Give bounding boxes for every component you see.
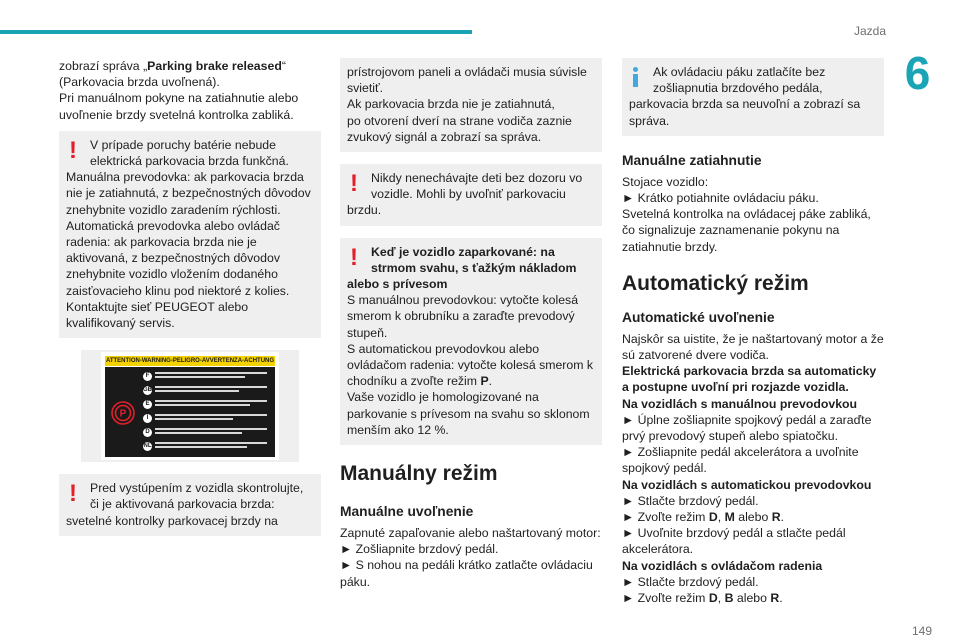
intro-text: zobrazí správa „ bbox=[59, 59, 148, 73]
warning-lead-2: alebo s prívesom bbox=[347, 277, 448, 292]
info-icon bbox=[633, 67, 638, 87]
auto-bold-2: Na vozidlách s manuálnou prevodovkou bbox=[622, 396, 858, 411]
page-number: 149 bbox=[911, 624, 932, 638]
heading-manual-apply: Manuálne zatiahnutie bbox=[622, 152, 762, 168]
gear-mode-p: P bbox=[480, 374, 489, 389]
label-row bbox=[143, 370, 273, 384]
intro-paragraph bbox=[59, 58, 321, 74]
warning-text: S automatickou prevodovkou alebo ovládačom radenia: vytočte kolesá smerom k chodníku a zvoľte režim bbox=[347, 341, 594, 389]
intro-line-3: Pri manuálnom pokyne na zatiahnutie alebo uvoľnenie brzdy svetelná kontrolka zabliká. bbox=[59, 91, 299, 122]
release-line-2: ► Zošliapnite brzdový pedál. bbox=[340, 542, 499, 557]
heading-automatic-mode: Automatický režim bbox=[622, 271, 809, 295]
warning-box-battery bbox=[59, 131, 321, 338]
gear-mode-d: D bbox=[708, 591, 718, 606]
apply-line-2: ► Krátko potiahnite ovládaciu páku. bbox=[622, 191, 819, 206]
warning-body: svetelné kontrolky parkovacej brzdy na bbox=[66, 513, 278, 528]
warning-lead: Nikdy nenechávajte deti bez dozoru vo vozidle. Mohli by uvoľniť parkovaciu bbox=[371, 171, 583, 202]
column-1 bbox=[59, 58, 321, 536]
language-flag: NL bbox=[143, 443, 152, 450]
warning-label-image bbox=[81, 350, 299, 462]
auto-text: ► Zvoľte režim bbox=[622, 510, 709, 525]
apply-line-1: Stojace vozidlo: bbox=[622, 174, 709, 189]
intro-quote: “ bbox=[281, 59, 286, 73]
language-flag: E bbox=[143, 400, 152, 409]
auto-sep: , bbox=[717, 591, 725, 606]
warning-icon: ! bbox=[350, 170, 358, 198]
column-3 bbox=[622, 58, 884, 606]
auto-line-3: ► Zošliapnite pedál akcelerátora a uvoľnite spojkový pedál. bbox=[622, 445, 859, 476]
auto-line-1: Najskôr sa uistite, že je naštartovaný motor a že sú zatvorené dvere vodiča. bbox=[622, 331, 884, 363]
auto-bold-4: Na vozidlách s ovládačom radenia bbox=[622, 558, 823, 573]
box-line-1: prístrojovom paneli a ovládači musia súvisle svietiť. bbox=[347, 65, 587, 96]
label-row bbox=[143, 412, 273, 426]
gear-mode-d: D bbox=[708, 510, 718, 525]
info-box bbox=[622, 58, 884, 136]
heading-manual-release: Manuálne uvoľnenie bbox=[340, 504, 474, 520]
label-row bbox=[143, 384, 273, 398]
heading-manual-mode: Manuálny režim bbox=[340, 462, 498, 486]
warning-label-title: ATTENTION-WARNING-PELIGRO-AVVERTENZA-ACHTUNG bbox=[105, 358, 275, 365]
info-lead: Ak ovládaciu páku zatlačíte bez zošliapnutia brzdového pedála, bbox=[653, 65, 826, 96]
label-row bbox=[143, 440, 273, 454]
warning-body-3: Vaše vozidlo je homologizované na parkovanie s prívesom na svahu so sklonom menším ako 12 %. bbox=[347, 390, 590, 437]
svg-text:P: P bbox=[119, 408, 127, 420]
language-flag: GB bbox=[143, 387, 152, 394]
info-body: parkovacia brzda sa neuvoľní a zobrazí sa správa. bbox=[629, 97, 861, 128]
warning-box-parking-slope bbox=[340, 238, 602, 445]
auto-line-5 bbox=[622, 509, 884, 525]
gear-mode-b: B bbox=[724, 591, 734, 606]
intro-message: Parking brake released bbox=[147, 59, 282, 73]
language-flag: I bbox=[143, 414, 152, 423]
auto-end: . bbox=[779, 591, 783, 606]
release-line-3: ► S nohou na pedáli krátko zatlačte ovládaciu páku. bbox=[340, 558, 593, 589]
auto-or: alebo bbox=[733, 591, 771, 606]
label-row bbox=[143, 398, 273, 412]
warning-body: S manuálnou prevodovkou: vytočte kolesá smerom k obrubníku a zaraďte prevodový stupeň. bbox=[347, 293, 579, 340]
heading-automatic-release: Automatické uvoľnenie bbox=[622, 309, 775, 325]
warning-box-children bbox=[340, 164, 602, 226]
warning-label-body bbox=[105, 367, 275, 457]
box-line-3: po otvorení dverí na strane vodiča zaznie zvukový signál a zobrazí sa správa. bbox=[347, 113, 572, 144]
auto-line-7: ► Stlačte brzdový pedál. bbox=[622, 574, 759, 589]
warning-label bbox=[101, 352, 279, 460]
auto-line-2: ► Úplne zošliapnite spojkový pedál a zaraďte prvý prevodový stupeň alebo spiatočku. bbox=[622, 412, 872, 444]
gear-mode-m: M bbox=[724, 510, 735, 525]
warning-body-2 bbox=[347, 341, 595, 390]
warning-icon: ! bbox=[69, 136, 77, 164]
auto-end: . bbox=[780, 510, 785, 525]
gear-mode-r: R bbox=[771, 510, 781, 525]
warning-icon: ! bbox=[69, 480, 77, 508]
parking-brake-icon bbox=[111, 401, 135, 425]
warning-label-rows bbox=[143, 370, 273, 454]
chapter-number: 6 bbox=[904, 47, 931, 99]
warning-body-2: Automatická prevodovka alebo ovládač radenia: ak parkovacia brzda nie je aktivovaná, z bezpečnostných dôvodov znehybnite vozidlo vložením dodaného zaisťovacieho klinu pod niektoré z kolies. bbox=[66, 218, 290, 298]
auto-sep: , bbox=[717, 510, 725, 525]
language-flag: D bbox=[143, 428, 152, 437]
apply-line-3: Svetelná kontrolka na ovládacej páke zabliká, čo signalizuje zaznamenanie pokynu na zatiahnutie brzdy. bbox=[622, 207, 871, 254]
warning-lead: Pred vystúpením z vozidla skontrolujte, či je aktivovaná parkovacia brzda: bbox=[90, 481, 304, 512]
warning-box-continued bbox=[340, 58, 602, 152]
warning-body: brzdu. bbox=[347, 203, 382, 218]
column-2 bbox=[340, 58, 602, 590]
warning-icon: ! bbox=[350, 243, 358, 271]
warning-body-3: Kontaktujte sieť PEUGEOT alebo kvalifikovaný servis. bbox=[66, 299, 249, 331]
auto-text: ► Zvoľte režim bbox=[622, 591, 709, 606]
auto-line-6: ► Uvoľnite brzdový pedál a stlačte pedál akcelerátora. bbox=[622, 526, 846, 557]
warning-box-before-exit bbox=[59, 474, 321, 536]
warning-body: Manuálna prevodovka: ak parkovacia brzda nie je zatiahnutá, z bezpečnostných dôvodov znehybnite vozidlo zaradením rýchlosti. bbox=[66, 170, 311, 217]
auto-line-4: ► Stlačte brzdový pedál. bbox=[622, 493, 759, 508]
gear-mode-r: R bbox=[770, 591, 780, 606]
auto-or: alebo bbox=[734, 510, 772, 525]
auto-line-8 bbox=[622, 590, 884, 606]
auto-bold-3: Na vozidlách s automatickou prevodovkou bbox=[622, 477, 872, 492]
section-title: Jazda bbox=[853, 24, 886, 38]
warning-text-end: . bbox=[488, 374, 493, 389]
warning-lead: V prípade poruchy batérie nebude elektrická parkovacia brzda funkčná. bbox=[90, 137, 289, 169]
language-flag: F bbox=[143, 372, 152, 381]
label-row bbox=[143, 426, 273, 440]
header-accent-bar bbox=[0, 30, 472, 34]
intro-line-2: (Parkovacia brzda uvoľnená). bbox=[59, 75, 220, 90]
box-line-2: Ak parkovacia brzda nie je zatiahnutá, bbox=[347, 97, 555, 112]
release-line-1: Zapnuté zapaľovanie alebo naštartovaný motor: bbox=[340, 526, 601, 541]
warning-lead: Keď je vozidlo zaparkované: na strmom svahu, s ťažkým nákladom bbox=[371, 244, 577, 275]
auto-bold-1: Elektrická parkovacia brzda sa automaticky a postupne uvoľní pri rozjazde vozidla. bbox=[622, 364, 877, 395]
